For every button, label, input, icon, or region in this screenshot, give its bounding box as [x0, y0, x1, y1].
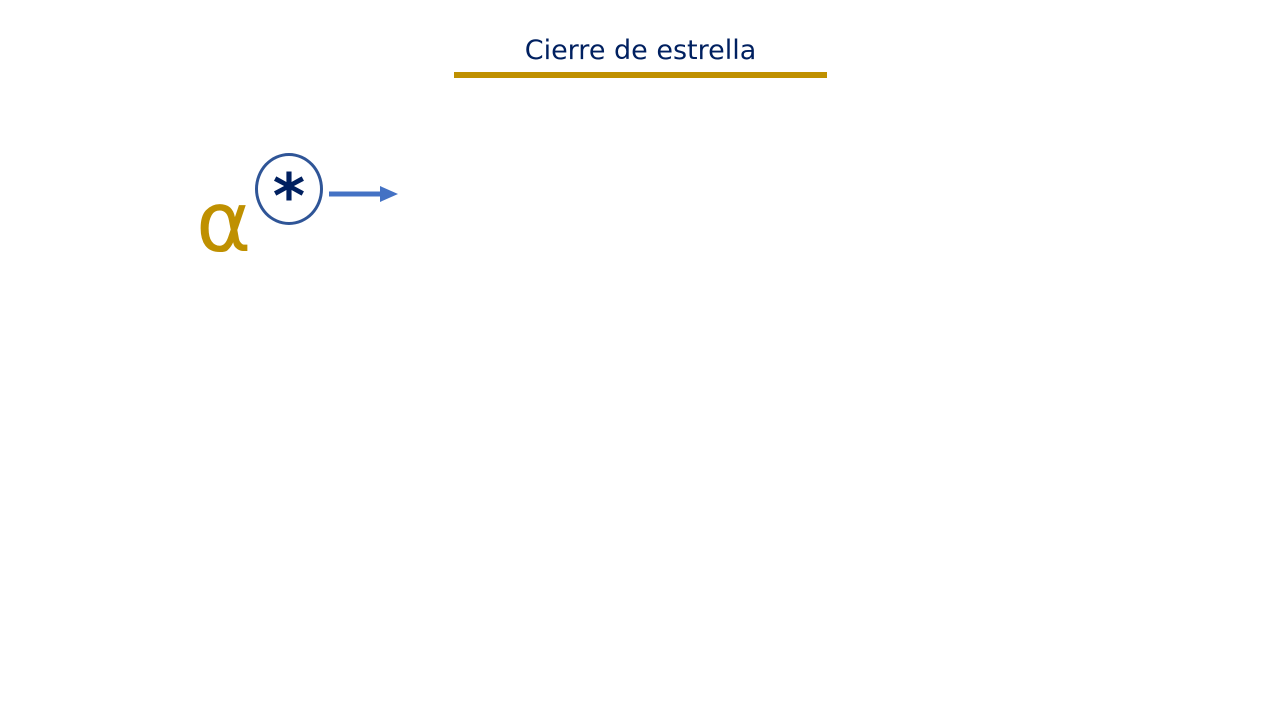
alpha-symbol: α: [196, 173, 252, 271]
slide-title: Cierre de estrella: [524, 35, 757, 66]
kleene-star-symbol: *: [272, 160, 306, 233]
right-arrow-icon: [328, 184, 400, 206]
title-underline: [454, 72, 827, 78]
